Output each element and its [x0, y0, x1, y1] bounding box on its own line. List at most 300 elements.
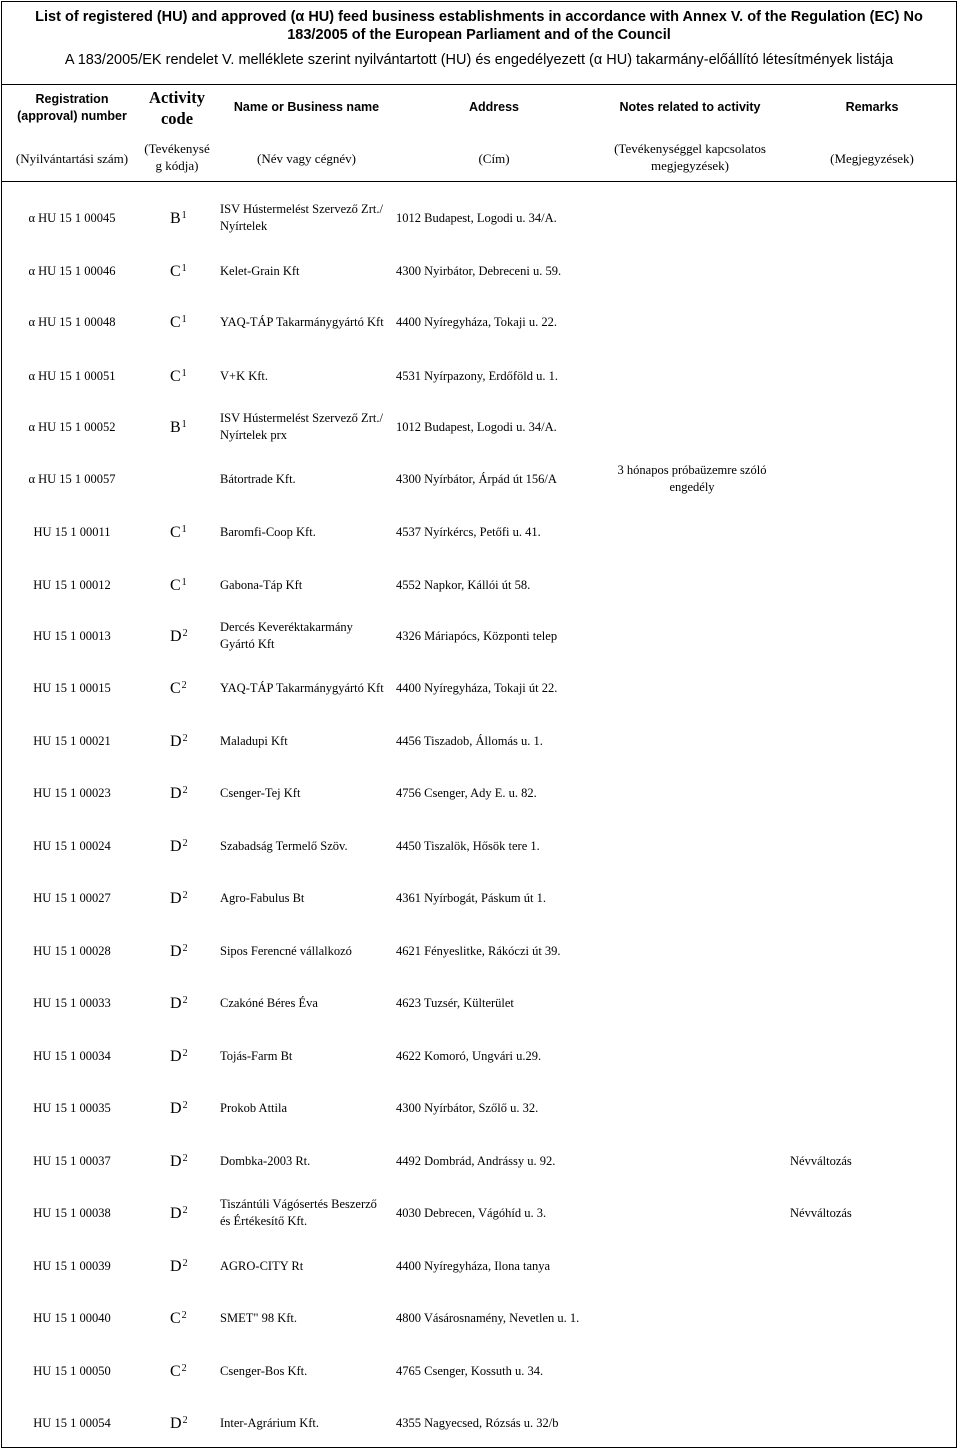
- business-name: [220, 404, 390, 450]
- registration-number: [2, 1085, 142, 1131]
- registration-number: [2, 928, 142, 974]
- registration-number-text: HU 15 1 00040: [33, 1310, 111, 1325]
- registration-number: [2, 1348, 142, 1394]
- activity-code-index: 1: [181, 209, 187, 221]
- business-name: [220, 1295, 390, 1341]
- header-remarks-hu: (Megjegyzések): [830, 151, 914, 166]
- business-name-text: Bátortrade Kft.: [220, 471, 296, 486]
- business-name-text: Dombka-2003 Rt.: [220, 1153, 311, 1168]
- header-registration: [2, 85, 142, 182]
- activity-code-index: 2: [182, 837, 188, 849]
- business-name: [220, 613, 390, 659]
- activity-code-index: 2: [182, 1204, 188, 1216]
- remarks: [790, 928, 950, 974]
- activity-code-index: 2: [182, 1047, 188, 1059]
- address: [396, 456, 606, 502]
- activity-code: [170, 613, 206, 659]
- activity-code: [170, 823, 206, 869]
- activity-code-letter: B: [170, 209, 181, 227]
- business-name-text: AGRO-CITY Rt: [220, 1258, 304, 1273]
- business-name-text: Agro-Fabulus Bt: [220, 890, 305, 905]
- registration-number-text: α HU 15 1 00057: [28, 471, 116, 486]
- registration-number-text: α HU 15 1 00048: [28, 314, 116, 329]
- remarks: [790, 299, 950, 345]
- address: [396, 509, 606, 555]
- remarks: [790, 456, 950, 502]
- business-name: [220, 1190, 390, 1236]
- remarks: [790, 353, 950, 399]
- header-remarks: [788, 85, 956, 182]
- business-name-text: YAQ-TÁP Takarmánygyártó Kft: [220, 314, 384, 329]
- registration-number: [2, 980, 142, 1026]
- address: [396, 1138, 606, 1184]
- business-name: [220, 1138, 390, 1184]
- remarks: [790, 562, 950, 608]
- table-row: [2, 613, 956, 659]
- activity-code-letter: C: [170, 679, 181, 697]
- activity-notes: [606, 928, 778, 974]
- registration-number: [2, 718, 142, 764]
- activity-code-letter: D: [170, 1047, 182, 1065]
- activity-code-index: 2: [182, 942, 188, 954]
- registration-number: [2, 1190, 142, 1236]
- activity-code: [170, 509, 206, 555]
- activity-code-letter: B: [170, 418, 181, 436]
- activity-code-letter: D: [170, 889, 182, 907]
- address-text: 4300 Nyirbátor, Debreceni u. 59.: [396, 263, 562, 278]
- business-name-text: SMET" 98 Kft.: [220, 1310, 297, 1325]
- address-text: 4326 Máriapócs, Központi telep: [396, 628, 558, 643]
- address-text: 4400 Nyíregyháza, Tokaji u. 22.: [396, 314, 558, 329]
- address: [396, 195, 606, 241]
- business-name-text: Maladupi Kft: [220, 733, 288, 748]
- address: [396, 665, 606, 711]
- business-name-text: Czakóné Béres Éva: [220, 995, 318, 1010]
- business-name-text: ISV Hústermelést Szervező Zrt./ Nyírtelek: [220, 202, 383, 233]
- remarks: [790, 980, 950, 1026]
- activity-code-index: 2: [181, 1309, 187, 1321]
- address-text: 4622 Komoró, Ungvári u.29.: [396, 1048, 542, 1063]
- activity-code: [170, 718, 206, 764]
- address-text: 4765 Csenger, Kossuth u. 34.: [396, 1363, 544, 1378]
- activity-notes: [606, 770, 778, 816]
- address: [396, 404, 606, 450]
- registration-number-text: HU 15 1 00054: [33, 1415, 111, 1430]
- business-name: [220, 770, 390, 816]
- activity-code: [170, 1190, 206, 1236]
- header-registration-hu: (Nyilvántartási szám): [15, 151, 129, 166]
- header-name-hu: (Név vagy cégnév): [257, 151, 356, 166]
- activity-code-letter: D: [170, 942, 182, 960]
- activity-notes: [606, 353, 778, 399]
- title-english: List of registered (HU) and approved (α HU) feed business establishments in accordance with Annex V. of the Regulation (EC) No 183/2005 of the European Parliament and of the Council: [35, 9, 923, 43]
- activity-code: [170, 1085, 206, 1131]
- business-name: [220, 248, 390, 294]
- activity-notes: [606, 823, 778, 869]
- table-row: [2, 928, 956, 974]
- activity-code-index: 1: [181, 367, 187, 379]
- activity-notes: [606, 299, 778, 345]
- table-row: [2, 980, 956, 1026]
- address: [396, 1033, 606, 1079]
- remarks: [790, 823, 950, 869]
- activity-code-letter: D: [170, 1099, 182, 1117]
- activity-notes: [606, 1400, 778, 1446]
- business-name: [220, 1033, 390, 1079]
- table-row: [2, 1033, 956, 1079]
- header-activity-en-2: code: [160, 109, 194, 128]
- activity-code: [170, 1033, 206, 1079]
- title-block: [2, 2, 956, 85]
- activity-code: [170, 1138, 206, 1184]
- business-name-text: V+K Kft.: [220, 368, 269, 383]
- address-text: 4756 Csenger, Ady E. u. 82.: [396, 785, 537, 800]
- address-text: 4361 Nyírbogát, Páskum út 1.: [396, 890, 546, 905]
- remarks: [790, 770, 950, 816]
- registration-number-text: HU 15 1 00023: [33, 785, 111, 800]
- remarks: [790, 875, 950, 921]
- registration-number: [2, 562, 142, 608]
- activity-code-index: 1: [181, 576, 187, 588]
- activity-notes: [606, 1295, 778, 1341]
- address: [396, 980, 606, 1026]
- activity-code: [170, 562, 206, 608]
- address-text: 4300 Nyírbátor, Árpád út 156/A: [396, 471, 557, 486]
- address: [396, 718, 606, 764]
- business-name-text: Prokob Attila: [220, 1100, 288, 1115]
- header-registration-en-1: Registration: [35, 92, 109, 106]
- registration-number: [2, 613, 142, 659]
- activity-code-letter: C: [170, 523, 181, 541]
- activity-code-letter: D: [170, 1152, 182, 1170]
- business-name-text: Dercés Keveréktakarmány Gyártó Kft: [220, 620, 353, 651]
- business-name-text: ISV Hústermelést Szervező Zrt./ Nyírtelek prx: [220, 411, 383, 442]
- activity-code: [170, 404, 206, 450]
- activity-code-letter: C: [170, 367, 181, 385]
- activity-code: [170, 248, 206, 294]
- business-name: [220, 1085, 390, 1131]
- business-name: [220, 665, 390, 711]
- activity-notes: [606, 1085, 778, 1131]
- header-notes: [592, 85, 788, 182]
- address: [396, 299, 606, 345]
- activity-notes: [606, 248, 778, 294]
- business-name: [220, 718, 390, 764]
- address: [396, 1400, 606, 1446]
- address-text: 4552 Napkor, Kállói út 58.: [396, 577, 531, 592]
- address-text: 4537 Nyírkércs, Petőfi u. 41.: [396, 524, 541, 539]
- registration-number: [2, 1138, 142, 1184]
- table-row: [2, 456, 956, 502]
- activity-code-letter: C: [170, 576, 181, 594]
- activity-code: [170, 770, 206, 816]
- address-text: 4400 Nyíregyháza, Tokaji út 22.: [396, 680, 558, 695]
- activity-code-letter: D: [170, 732, 182, 750]
- header-notes-hu-2: megjegyzések): [651, 158, 729, 173]
- business-name: [220, 195, 390, 241]
- table-row: [2, 718, 956, 764]
- table-row: [2, 1190, 956, 1236]
- activity-code: [170, 980, 206, 1026]
- address: [396, 353, 606, 399]
- header-name: [214, 85, 399, 182]
- business-name: [220, 562, 390, 608]
- header-notes-en: Notes related to activity: [619, 100, 761, 114]
- address-text: 4800 Vásárosnamény, Nevetlen u. 1.: [396, 1310, 580, 1325]
- header-remarks-en: Remarks: [845, 100, 899, 114]
- remarks: [790, 665, 950, 711]
- remarks: [790, 613, 950, 659]
- business-name-text: Szabadság Termelő Szöv.: [220, 838, 348, 853]
- address-text: 1012 Budapest, Logodi u. 34/A.: [396, 419, 557, 434]
- table-row: [2, 1085, 956, 1131]
- activity-code-index: 2: [181, 1362, 187, 1374]
- remarks: [790, 1243, 950, 1289]
- registration-number: [2, 823, 142, 869]
- registration-number: [2, 299, 142, 345]
- activity-code-index: 2: [182, 994, 188, 1006]
- business-name-text: Sipos Ferencné vállalkozó: [220, 943, 352, 958]
- activity-code-letter: C: [170, 262, 181, 280]
- registration-number: [2, 456, 142, 502]
- business-name-text: Gabona-Táp Kft: [220, 577, 303, 592]
- remarks: [790, 509, 950, 555]
- table-row: [2, 875, 956, 921]
- business-name: [220, 823, 390, 869]
- table-row: [2, 404, 956, 450]
- header-address-hu: (Cím): [478, 151, 510, 166]
- activity-code-index: 2: [182, 627, 188, 639]
- activity-code: [170, 195, 206, 241]
- remarks-text: Névváltozás: [790, 1205, 852, 1220]
- registration-number: [2, 353, 142, 399]
- header-registration-en-2: (approval) number: [17, 109, 127, 123]
- business-name-text: Csenger-Tej Kft: [220, 785, 301, 800]
- activity-notes: [606, 1190, 778, 1236]
- activity-code-index: 1: [181, 313, 187, 325]
- business-name: [220, 875, 390, 921]
- remarks: [790, 195, 950, 241]
- activity-code: [170, 1243, 206, 1289]
- registration-number: [2, 1295, 142, 1341]
- table-row: [2, 823, 956, 869]
- activity-code: [170, 875, 206, 921]
- table-row: [2, 248, 956, 294]
- address-text: 4492 Dombrád, Andrássy u. 92.: [396, 1153, 556, 1168]
- activity-code-index: 2: [182, 784, 188, 796]
- activity-notes: [606, 1033, 778, 1079]
- registration-number: [2, 1400, 142, 1446]
- remarks: [790, 248, 950, 294]
- header-activity-hu-1: (Tevékenysé: [144, 141, 210, 156]
- address: [396, 1085, 606, 1131]
- registration-number: [2, 1243, 142, 1289]
- registration-number: [2, 248, 142, 294]
- remarks: [790, 718, 950, 764]
- registration-number-text: α HU 15 1 00045: [28, 210, 116, 225]
- activity-code: [170, 1295, 206, 1341]
- table-row: [2, 353, 956, 399]
- activity-code: [170, 665, 206, 711]
- table-row: [2, 509, 956, 555]
- registration-number-text: HU 15 1 00021: [33, 733, 111, 748]
- address-text: 4531 Nyírpazony, Erdőföld u. 1.: [396, 368, 559, 383]
- registration-number-text: α HU 15 1 00052: [28, 419, 116, 434]
- table-row: [2, 1295, 956, 1341]
- registration-number-text: HU 15 1 00015: [33, 680, 111, 695]
- registration-number-text: HU 15 1 00024: [33, 838, 111, 853]
- remarks: [790, 1190, 950, 1236]
- table-row: [2, 299, 956, 345]
- address: [396, 770, 606, 816]
- business-name-text: Baromfi-Coop Kft.: [220, 524, 316, 539]
- activity-code-letter: C: [170, 1309, 181, 1327]
- activity-code-letter: C: [170, 1362, 181, 1380]
- table-row: [2, 665, 956, 711]
- remarks-text: Névváltozás: [790, 1153, 852, 1168]
- registration-number: [2, 195, 142, 241]
- address-text: 4621 Fényeslitke, Rákóczi út 39.: [396, 943, 561, 958]
- header-address: [399, 85, 589, 182]
- remarks: [790, 1295, 950, 1341]
- activity-code-index: 1: [181, 262, 187, 274]
- address: [396, 562, 606, 608]
- address: [396, 1243, 606, 1289]
- header-activity-en-1: Activity: [149, 88, 205, 107]
- activity-code-letter: D: [170, 627, 182, 645]
- activity-notes: [606, 509, 778, 555]
- business-name: [220, 353, 390, 399]
- address-text: 4400 Nyíregyháza, Ilona tanya: [396, 1258, 551, 1273]
- table-header: [2, 85, 956, 182]
- address: [396, 928, 606, 974]
- address-text: 4450 Tiszalök, Hősök tere 1.: [396, 838, 540, 853]
- registration-number-text: HU 15 1 00050: [33, 1363, 111, 1378]
- activity-code: [170, 456, 206, 502]
- activity-code: [170, 1400, 206, 1446]
- activity-code-index: 1: [181, 523, 187, 535]
- registration-number-text: HU 15 1 00038: [33, 1205, 111, 1220]
- registration-number: [2, 404, 142, 450]
- address-text: 1012 Budapest, Logodi u. 34/A.: [396, 210, 557, 225]
- remarks: [790, 1085, 950, 1131]
- table-row: [2, 770, 956, 816]
- business-name: [220, 980, 390, 1026]
- registration-number-text: HU 15 1 00035: [33, 1100, 111, 1115]
- table-row: [2, 1400, 956, 1446]
- business-name: [220, 928, 390, 974]
- activity-notes: [606, 1138, 778, 1184]
- business-name-text: Inter-Agrárium Kft.: [220, 1415, 320, 1430]
- activity-notes: [606, 613, 778, 659]
- document-page: [1, 1, 957, 1448]
- registration-number-text: HU 15 1 00011: [33, 524, 111, 539]
- business-name-text: Tojás-Farm Bt: [220, 1048, 293, 1063]
- address-text: 4456 Tiszadob, Állomás u. 1.: [396, 733, 543, 748]
- address-text: 4300 Nyírbátor, Szőlő u. 32.: [396, 1100, 539, 1115]
- activity-notes-text: 3 hónapos próbaüzemre szóló engedély: [617, 463, 767, 494]
- business-name: [220, 1243, 390, 1289]
- activity-code: [170, 1348, 206, 1394]
- activity-code-letter: D: [170, 1204, 182, 1222]
- activity-notes: [606, 562, 778, 608]
- business-name: [220, 1400, 390, 1446]
- address-text: 4355 Nagyecsed, Rózsás u. 32/b: [396, 1415, 559, 1430]
- business-name: [220, 509, 390, 555]
- activity-code-index: 2: [182, 889, 188, 901]
- activity-notes: [606, 195, 778, 241]
- activity-notes: [606, 665, 778, 711]
- header-address-en: Address: [468, 100, 520, 114]
- registration-number: [2, 875, 142, 921]
- activity-notes: [606, 1243, 778, 1289]
- business-name: [220, 1348, 390, 1394]
- remarks: [790, 1348, 950, 1394]
- remarks: [790, 404, 950, 450]
- address-text: 4623 Tuzsér, Külterület: [396, 995, 514, 1010]
- registration-number-text: HU 15 1 00037: [33, 1153, 111, 1168]
- registration-number-text: HU 15 1 00034: [33, 1048, 111, 1063]
- activity-notes: [606, 1348, 778, 1394]
- header-notes-hu-1: (Tevékenységgel kapcsolatos: [614, 141, 766, 156]
- activity-notes: [606, 404, 778, 450]
- activity-code-letter: D: [170, 1414, 182, 1432]
- registration-number-text: HU 15 1 00012: [33, 577, 111, 592]
- activity-code-index: 1: [181, 418, 187, 430]
- activity-notes: [606, 456, 778, 502]
- activity-code-letter: C: [170, 313, 181, 331]
- registration-number-text: HU 15 1 00033: [33, 995, 111, 1010]
- header-activity: [142, 85, 212, 182]
- address: [396, 875, 606, 921]
- address: [396, 613, 606, 659]
- activity-code-letter: D: [170, 837, 182, 855]
- activity-code: [170, 928, 206, 974]
- header-name-en: Name or Business name: [233, 100, 380, 114]
- activity-code-index: 2: [182, 1099, 188, 1111]
- remarks: [790, 1138, 950, 1184]
- header-activity-hu-2: g kódja): [155, 158, 199, 173]
- remarks: [790, 1033, 950, 1079]
- table-row: [2, 1138, 956, 1184]
- registration-number: [2, 665, 142, 711]
- activity-notes: [606, 718, 778, 764]
- activity-code: [170, 353, 206, 399]
- business-name-text: Kelet-Grain Kft: [220, 263, 300, 278]
- table-row: [2, 1348, 956, 1394]
- business-name-text: Tiszántúli Vágósertés Beszerző és Értékesítő Kft.: [220, 1197, 377, 1228]
- activity-code-index: 2: [181, 679, 187, 691]
- activity-code: [170, 299, 206, 345]
- address: [396, 248, 606, 294]
- address-text: 4030 Debrecen, Vágóhíd u. 3.: [396, 1205, 547, 1220]
- registration-number-text: α HU 15 1 00046: [28, 263, 116, 278]
- business-name-text: Csenger-Bos Kft.: [220, 1363, 308, 1378]
- address: [396, 1190, 606, 1236]
- registration-number: [2, 509, 142, 555]
- activity-code-letter: D: [170, 1257, 182, 1275]
- registration-number: [2, 770, 142, 816]
- table-row: [2, 195, 956, 241]
- address: [396, 1295, 606, 1341]
- registration-number-text: α HU 15 1 00051: [28, 368, 116, 383]
- activity-code-index: 2: [182, 732, 188, 744]
- title-hungarian: A 183/2005/EK rendelet V. melléklete szerint nyilvántartott (HU) és engedélyezett (α HU) takarmány-előállító létesítmények listája: [64, 52, 894, 68]
- business-name: [220, 299, 390, 345]
- activity-code-letter: D: [170, 784, 182, 802]
- registration-number: [2, 1033, 142, 1079]
- business-name: [220, 456, 390, 502]
